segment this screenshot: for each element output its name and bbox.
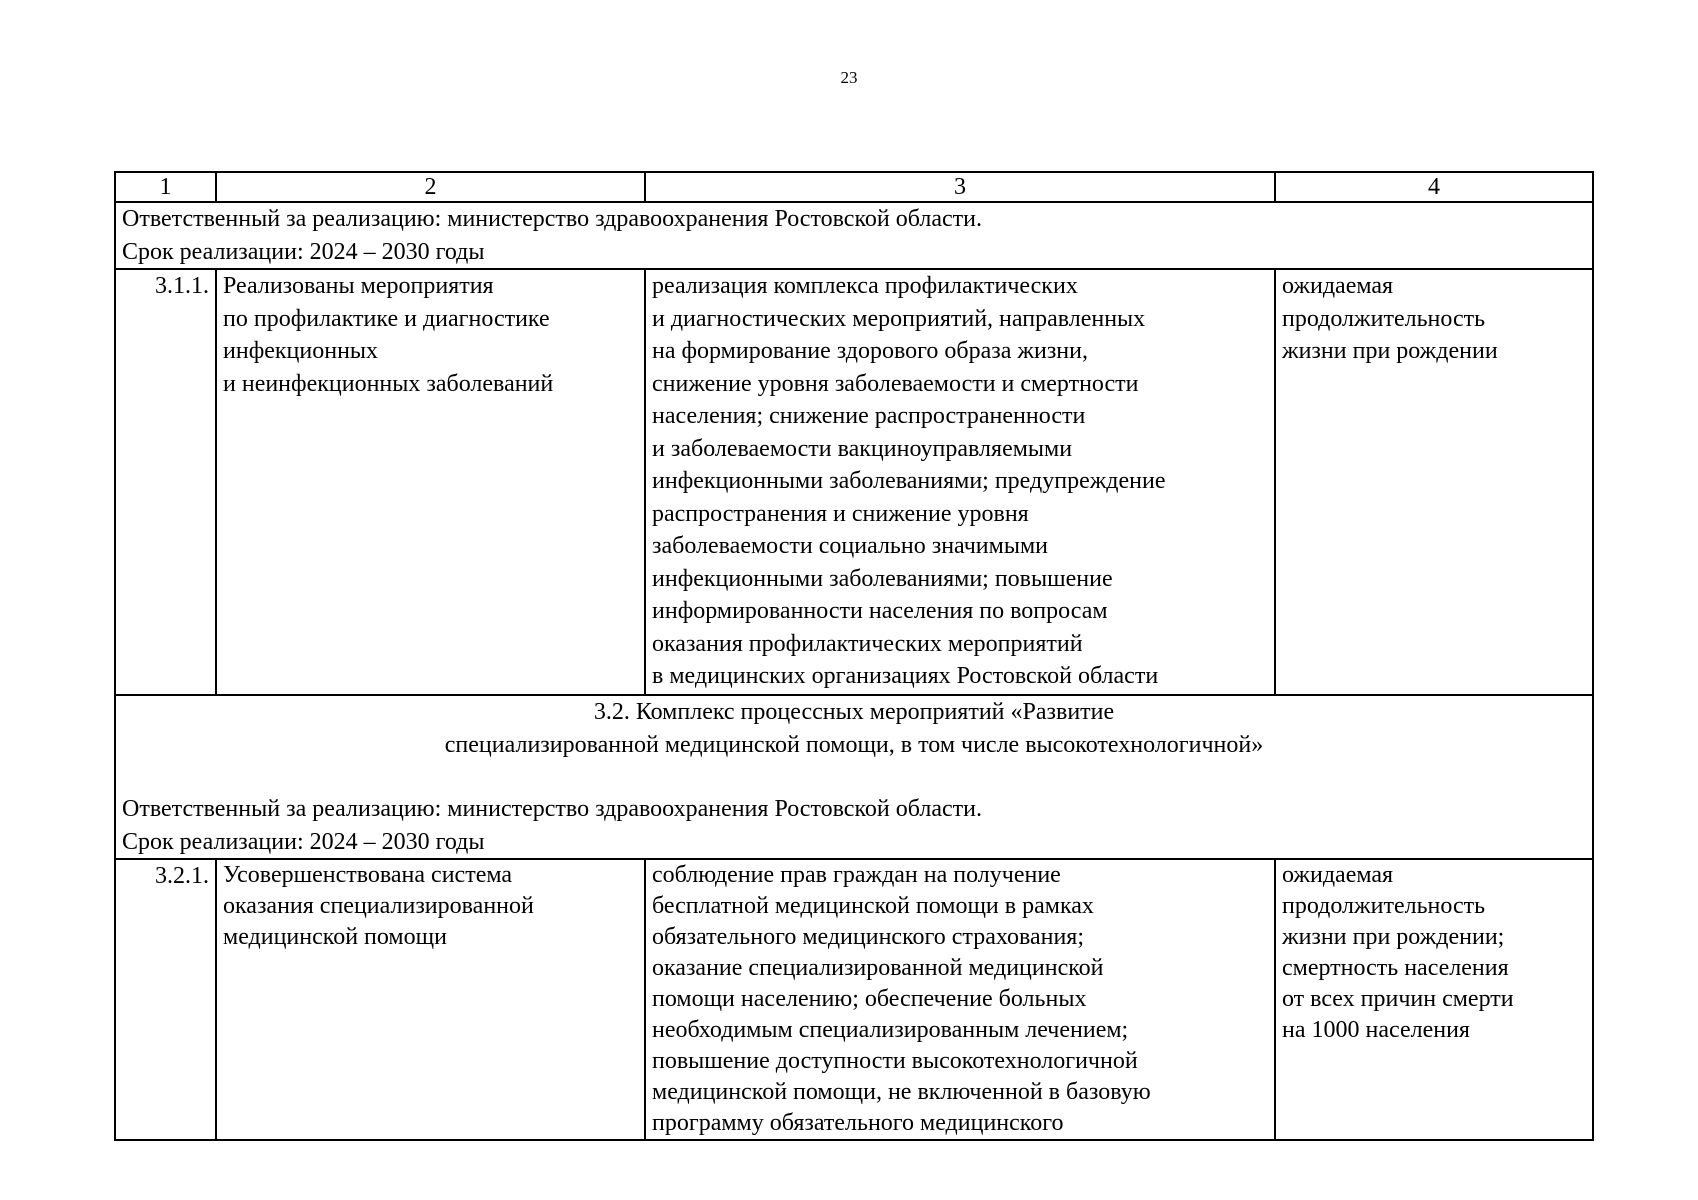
- indicator-line: смертность населения: [1282, 955, 1509, 981]
- description-line: обязательного медицинского страхования;: [652, 924, 1084, 950]
- column-number-1: 1: [115, 172, 216, 202]
- task-line: инфекционных: [223, 338, 379, 364]
- description-line: медицинской помощи, не включенной в базовую: [652, 1079, 1151, 1105]
- row-3-2-1-number: 3.2.1.: [115, 859, 216, 1140]
- description-line: реализация комплекса профилактических: [652, 273, 1078, 299]
- section-b-responsible: Ответственный за реализацию: министерство здравоохранения Ростовской области.: [122, 796, 982, 822]
- section-b-info: [115, 695, 1593, 859]
- description-line: инфекционными заболеваниями; повышение: [652, 565, 1113, 592]
- description-line: бесплатной медицинской помощи в рамках: [652, 893, 1094, 919]
- description-line: населения; снижение распространенности: [652, 403, 1086, 429]
- description-line: необходимым специализированным лечением;: [652, 1017, 1129, 1043]
- description-line: заболеваемости социально значимыми: [652, 533, 1048, 559]
- description-line: помощи населению; обеспечение больных: [652, 986, 1087, 1012]
- description-line: соблюдение прав граждан на получение: [652, 862, 1061, 888]
- row-3-1-1-indicator: [1275, 269, 1593, 695]
- section-b-spacer: [122, 761, 1586, 793]
- section-b-period: Срок реализации: 2024 – 2030 годы: [122, 828, 485, 855]
- row-3-2-1-indicator: [1275, 859, 1593, 1140]
- task-line: по профилактике и диагностике: [223, 305, 550, 332]
- row-3-1-1-number: 3.1.1.: [115, 269, 216, 695]
- section-b-row: [115, 695, 1593, 859]
- row-3-1-1-description: [645, 269, 1275, 695]
- row-3-2-1-task: [216, 859, 645, 1140]
- description-line: инфекционными заболеваниями; предупреждение: [652, 468, 1166, 494]
- section-b-title: 3.2. Комплекс процессных мероприятий «Развитие: [593, 699, 1115, 725]
- section-a-info: [115, 202, 1593, 269]
- description-line: и диагностических мероприятий, направленных: [652, 305, 1146, 332]
- column-number-2: 2: [216, 172, 645, 202]
- column-number-4: 4: [1275, 172, 1593, 202]
- indicator-line: на 1000 населения: [1282, 1017, 1470, 1043]
- description-line: распространения и снижение уровня: [652, 500, 1029, 527]
- table-row-3-2-1: [115, 859, 1593, 1140]
- measures-table: [114, 171, 1594, 1141]
- indicator-line: ожидаемая: [1282, 273, 1394, 299]
- section-a-period: Срок реализации: 2024 – 2030 годы: [122, 238, 485, 265]
- indicator-line: жизни при рождении;: [1282, 924, 1505, 950]
- column-number-row: [115, 172, 1593, 202]
- row-3-2-1-description: [645, 859, 1275, 1140]
- description-line: оказания профилактических мероприятий: [652, 630, 1083, 657]
- indicator-line: продолжительность: [1282, 893, 1486, 919]
- indicator-line: от всех причин смерти: [1282, 986, 1514, 1012]
- section-a-responsible: Ответственный за реализацию: министерство здравоохранения Ростовской области.: [122, 206, 982, 232]
- task-line: Усовершенствована система: [223, 862, 513, 888]
- task-line: Реализованы мероприятия: [223, 273, 494, 299]
- description-line: на формирование здорового образа жизни,: [652, 338, 1088, 364]
- description-line: повышение доступности высокотехнологичной: [652, 1048, 1138, 1074]
- column-number-3: 3: [645, 172, 1275, 202]
- description-line: в медицинских организациях Ростовской области: [652, 663, 1159, 689]
- indicator-line: ожидаемая: [1282, 862, 1394, 888]
- indicator-line: жизни при рождении: [1282, 338, 1498, 364]
- description-line: программу обязательного медицинского: [652, 1110, 1064, 1136]
- task-line: медицинской помощи: [223, 924, 447, 950]
- table-row-3-1-1: [115, 269, 1593, 695]
- description-line: и заболеваемости вакциноуправляемыми: [652, 435, 1073, 462]
- description-line: информированности населения по вопросам: [652, 598, 1108, 624]
- indicator-line: продолжительность: [1282, 305, 1486, 332]
- description-line: снижение уровня заболеваемости и смертности: [652, 370, 1139, 397]
- task-line: и неинфекционных заболеваний: [223, 370, 554, 397]
- section-b-title: специализированной медицинской помощи, в том числе высокотехнологичной»: [444, 731, 1264, 758]
- page-number: 23: [840, 68, 858, 87]
- task-line: оказания специализированной: [223, 893, 534, 919]
- description-line: оказание специализированной медицинской: [652, 955, 1104, 981]
- section-a-row: [115, 202, 1593, 269]
- row-3-1-1-task: [216, 269, 645, 695]
